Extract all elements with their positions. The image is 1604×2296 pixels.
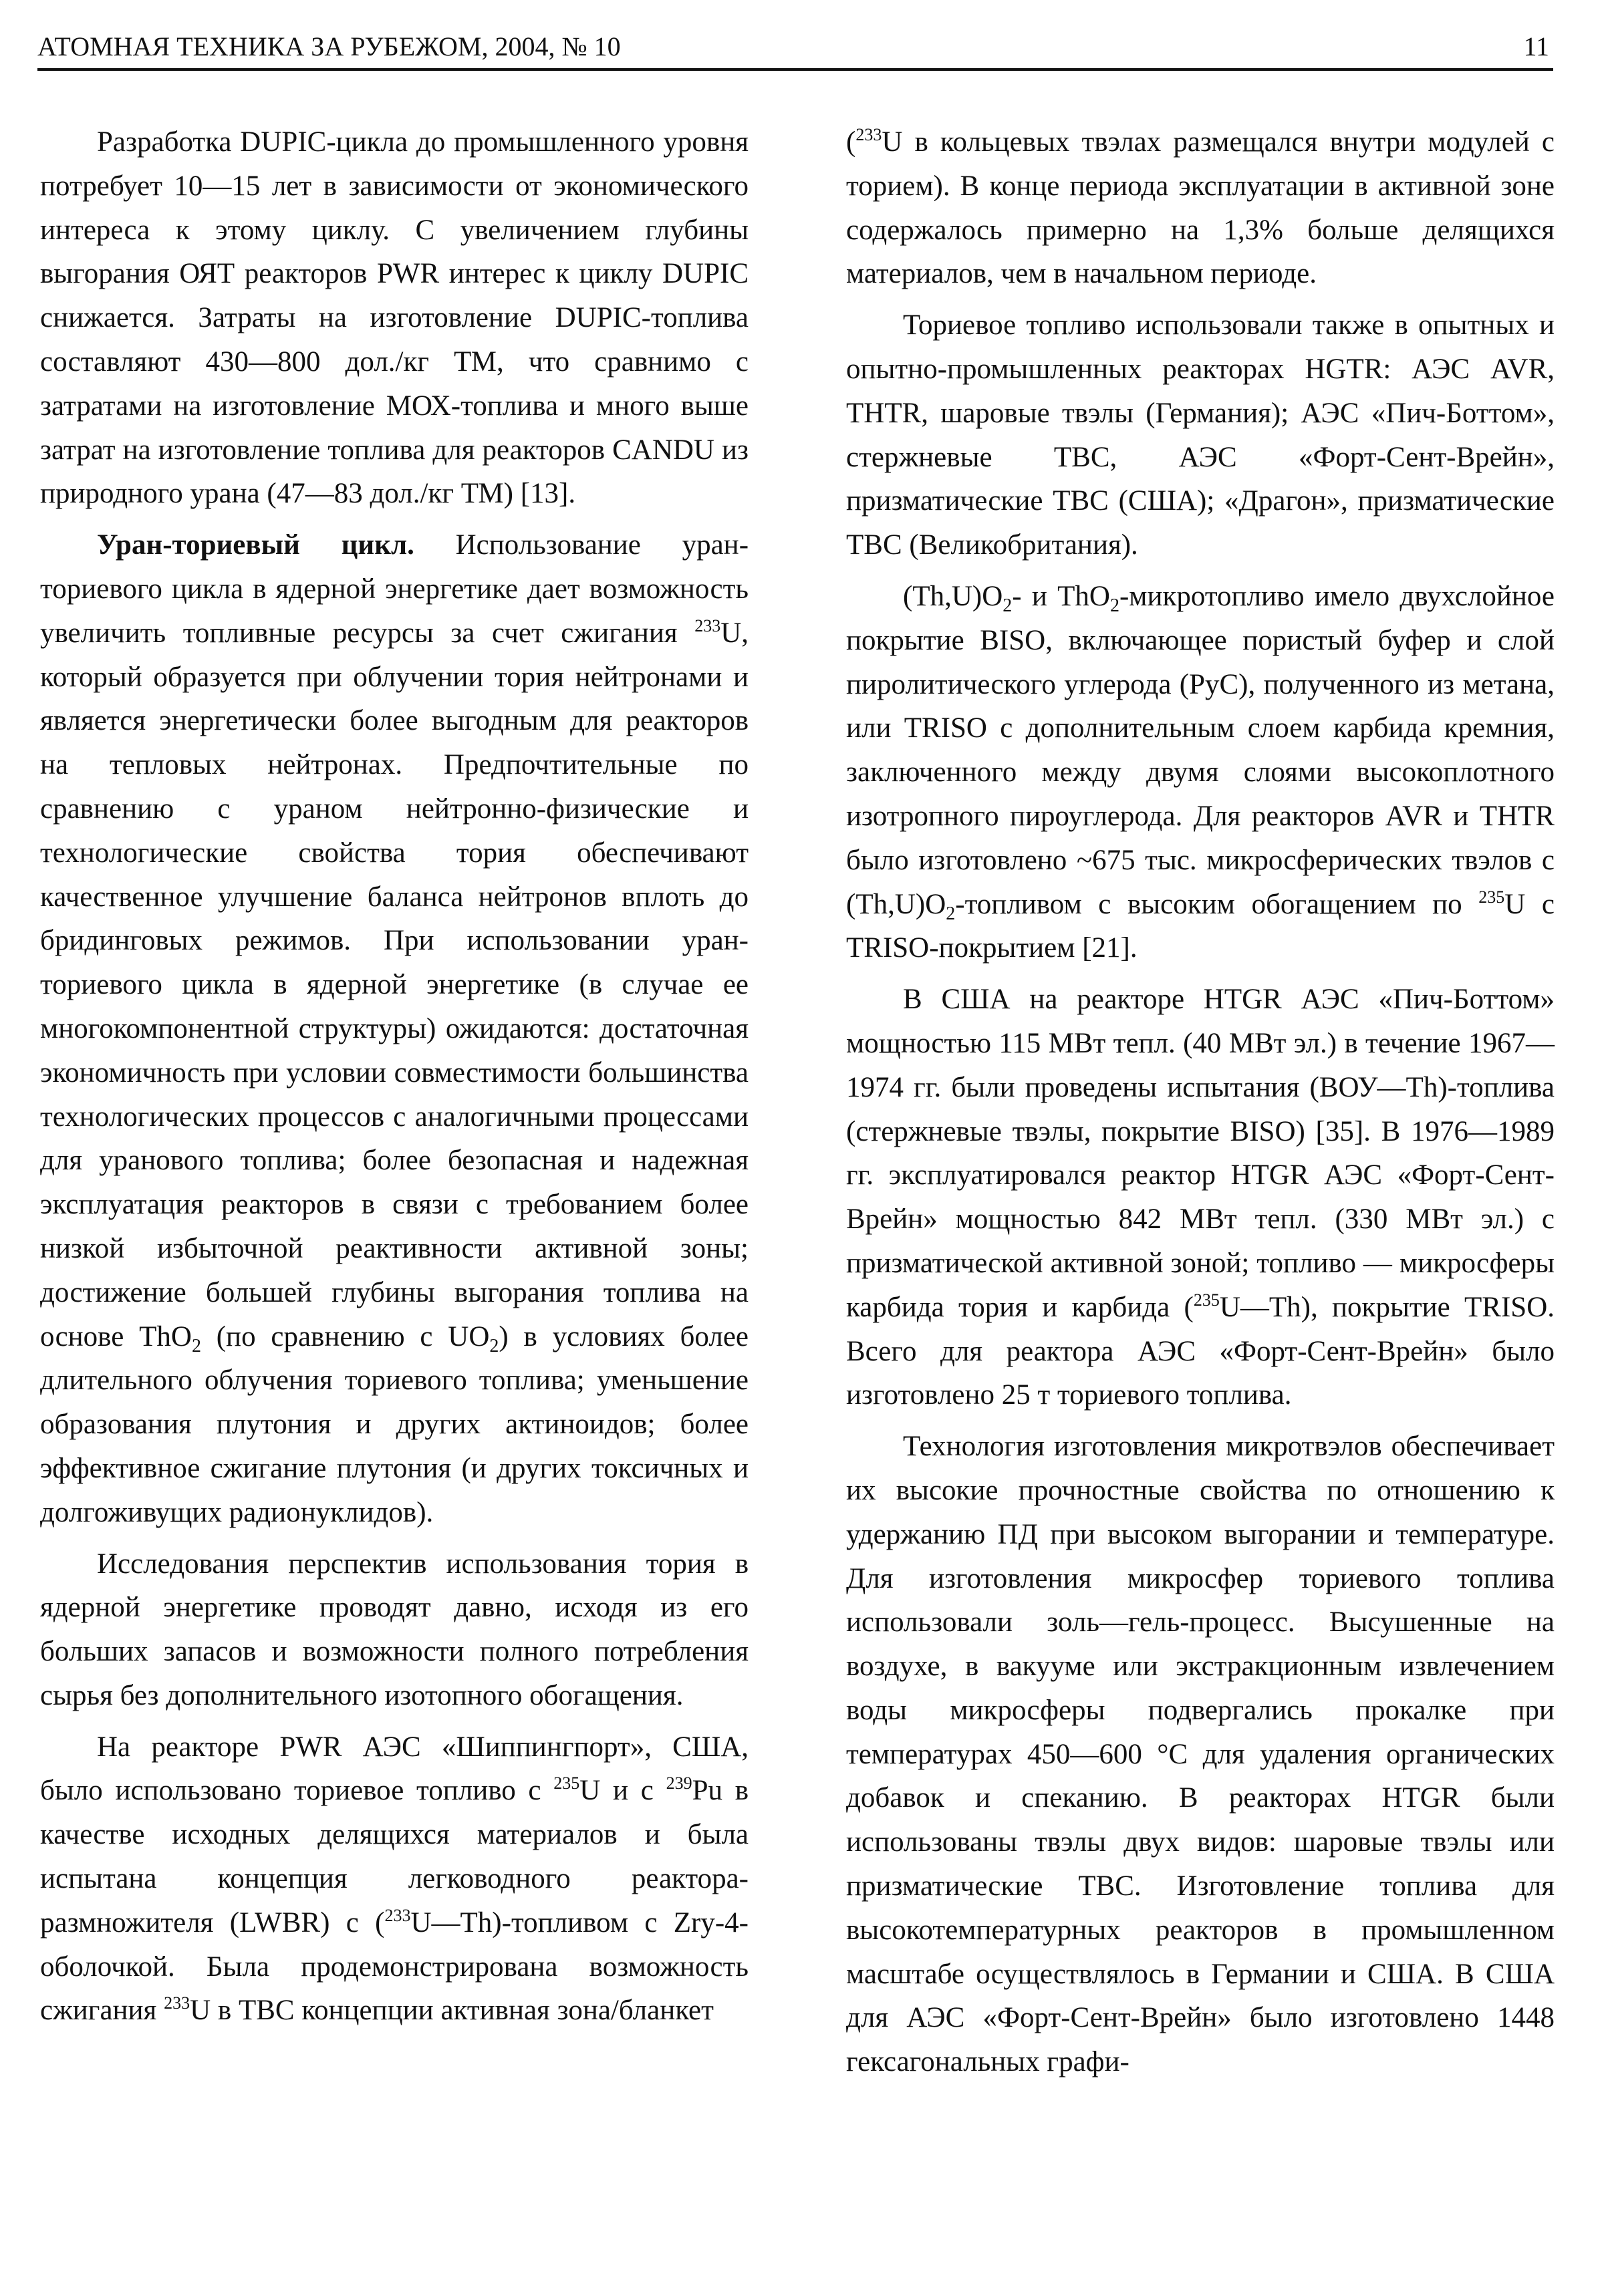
paragraph-dupic: Разработка DUPIC-цикла до промышленного уровня потребует 10—15 лет в зависимости от экономического интереса к этому циклу. С увеличением глубины выгорания ОЯТ реакторов PWR интерес к циклу DUPIC снижается. Затраты на изготовление DUPIC-топлива составляют 430—800 дол./кг ТМ, что сравнимо с затратами на изготовление МОХ-топлива и много выше затрат на изготовление топлива для реакторов CANDU из природного урана (47—83 дол./кг ТМ) [13]. bbox=[40, 126, 749, 510]
page-number: 11 bbox=[1523, 31, 1549, 61]
left-column bbox=[40, 120, 749, 2040]
paragraph-thorium-research: Исследования перспектив использования тория в ядерной энергетике проводят давно, исходя из его больших запасов и возможности полного потребления сырья без дополнительного изотопного обогащения. bbox=[40, 1548, 749, 1711]
paragraph-uranium-thorium-cycle: Уран-ториевый цикл. Использование уран-ториевого цикла в ядерной энергетике дает возможность увеличить топливные ресурсы за счет сжигания $^{233}$U, который образуется при облучении тория нейтронами и является энергетически более выгодным для реакторов на тепловых нейтронах. Предпочтительные по сравнению с ураном нейтронно-физические и технологические свойства тория обеспечивают качественное улучшение баланса нейтронов вплоть до бридинговых режимов. При использовании уран-ториевого цикла в ядерной энергетике (в случае ее многокомпонентной структуры) ожидаются: достаточная экономичность при условии совместимости большинства технологических процессов с аналогичными процессами для уранового топлива; более безопасная и надежная эксплуатация реакторов в связи с требованием более низкой избыточной реактивности активной зоны; достижение большей глубины выгорания топлива на основе ThO$_2$ (по сравнению с $UO_2$) в условиях более длительного облучения ториевого топлива; уменьшение образования плутония и других актиноидов; более эффективное сжигание плутония (и других токсичных и долгоживущих радионуклидов). bbox=[40, 529, 749, 1528]
paragraph-microfuel: $(Th,U)O_2-$ и ThO$_2$-микротопливо имело двухслойное покрытие BISO, включающее пористый буфер и слой пиролитического углерода (PyC), полученного из метана, или TRISO с дополнительным слоем карбида кремния, заключенного между двумя слоями высокоплотного изотропного пироуглерода. Для реакторов AVR и THTR было изготовлено ~675 тыс. микросферических твэлов с $(Th,U)O_2$-топливом с высоким обогащением по $^{235}$U с TRISO-покрытием [21]. bbox=[846, 580, 1555, 964]
section-heading: Уран-ториевый цикл. bbox=[97, 529, 414, 561]
right-column bbox=[846, 120, 1555, 2092]
paragraph-htgr-reactors: Ториевое топливо использовали также в опытных и опытно-промышленных реакторах HGTR: АЭС AVR, THTR, шаровые твэлы (Германия); АЭС «Пич-Боттом», стержневые ТВС, АЭС «Форт-Сент-Врейн», призматические ТВС (США); «Драгон», призматические ТВС (Великобритания). bbox=[846, 309, 1555, 561]
paragraph-shippingport: На реакторе PWR АЭС «Шиппингпорт», США, было использовано ториевое топливо с $^{235}$U и с $^{239}$Pu в качестве исходных делящихся материалов и была испытана концепция легководного реактора-размножителя (LWBR) с ($^{233}$U—Th)-топливом с Zry-4-оболочкой. Была продемонстрирована возможность сжигания $^{233}$U в ТВС концепции активная зона/бланкет bbox=[40, 1731, 749, 2027]
page-header bbox=[37, 25, 1553, 71]
paragraph-fabrication-technology: Технология изготовления микротвэлов обеспечивает их высокие прочностные свойства по отношению к удержанию ПД при высоком выгорании и температуре. Для изготовления микросфер ториевого топлива использовали золь—гель-процесс. Высушенные на воздухе, в вакууме или экстракционным извлечением воды микросферы подвергались прокалке при температурах 450—600 °С для удаления органических добавок и спеканию. В реакторах HTGR были использованы твэлы двух видов: шаровые твэлы или призматические ТВС. Изготовление топлива для высокотемпературных реакторов в промышленном масштабе осуществлялось в Германии и США. В США для АЭС «Форт-Сент-Врейн» было изготовлено 1448 гексагональных графи- bbox=[846, 1431, 1555, 2078]
paragraph-usa-htgr: В США на реакторе HTGR АЭС «Пич-Боттом» мощностью 115 МВт тепл. (40 МВт эл.) в течение 1967—1974 гг. были проведены испытания (ВОУ—Th)-топлива (стержневые твэлы, покрытие BISO) [35]. В 1976—1989 гг. эксплуатировался реактор HTGR АЭС «Форт-Сент-Врейн» мощностью 842 МВт тепл. (330 МВт эл.) с призматической активной зоной; топливо — микросферы карбида тория и карбида ($^{235}$U—Th), покрытие TRISO. Всего для реактора АЭС «Форт-Сент-Врейн» было изготовлено 25 т ториевого топлива. bbox=[846, 984, 1555, 1411]
journal-title: АТОМНАЯ ТЕХНИКА ЗА РУБЕЖОМ, 2004, № 10 bbox=[37, 31, 621, 61]
paragraph-continuation: ($^{233}$U в кольцевых твэлах размещался внутри модулей с торием). В конце периода эксплуатации в активной зоне содержалось примерно на 1,3% больше делящихся материалов, чем в начальном периоде. bbox=[846, 125, 1555, 290]
